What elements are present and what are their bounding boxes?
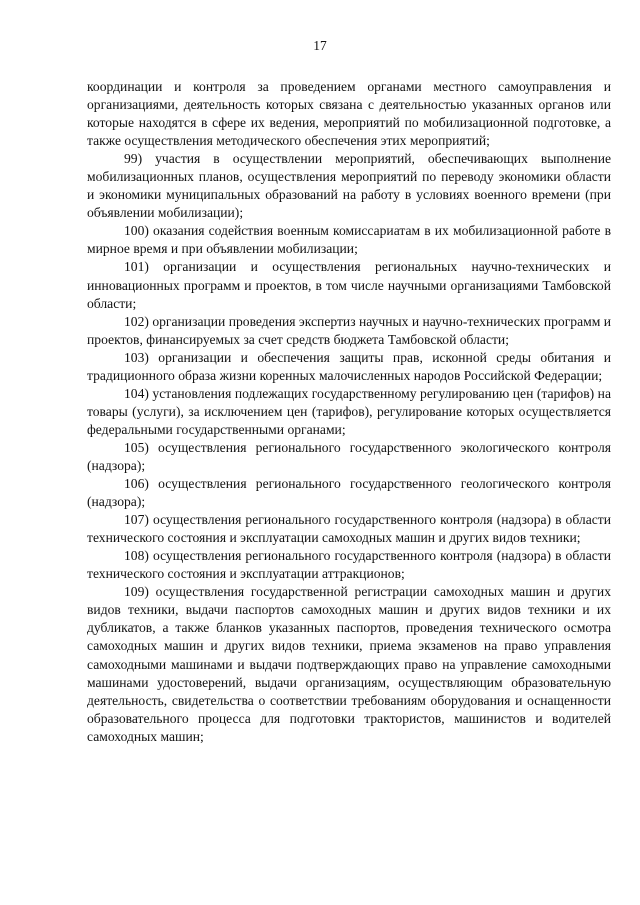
paragraph-item-102: 102) организации проведения экспертиз научных и научно-технических программ и проектов, финансируемых за счет средств бюджета Тамбовской области; xyxy=(87,313,611,347)
page-number: 17 xyxy=(313,38,327,53)
paragraph-continuation: координации и контроля за проведением органами местного самоуправления и организациями, деятельность которых связана с деятельностью указанных органов или которые находятся в сфере их ведения, мероприятий по мобилизационной подготовке, а также осуществления методического обеспечения этих мероприятий; xyxy=(87,79,611,149)
paragraph-item-99: 99) участия в осуществлении мероприятий, обеспечивающих выполнение мобилизационных планов, осуществления мероприятий по переводу экономики области и экономики муниципальных образований на работу в условиях военного времени (при объявлении мобилизации); xyxy=(87,151,611,221)
paragraph-item-107: 107) осуществления регионального государственного контроля (надзора) в области технического состояния и эксплуатации самоходных машин и других видов техники; xyxy=(87,512,611,546)
paragraph-item-104: 104) установления подлежащих государственному регулированию цен (тарифов) на товары (услуги), за исключением цен (тарифов), регулирование которых осуществляется федеральными государственными органами; xyxy=(87,385,611,437)
paragraph-item-109: 109) осуществления государственной регистрации самоходных машин и других видов техники, выдачи паспортов самоходных машин и других видов техники и их дубликатов, а также бланков указанных паспортов, проведения технического осмотра самоходных машин и других видов техники, приема экзаменов на право управления самоходными машинами и выдачи подтверждающих право на управление самоходными машинами удостоверений, выдачи организациям, осуществляющим образовательную деятельность, свидетельства о соответствии требованиям оборудования и оснащенности образовательного процесса для подготовки трактористов, машинистов и водителей самоходных машин; xyxy=(87,584,611,744)
paragraph-item-101: 101) организации и осуществления региональных научно-технических и инновационных программ и проектов, в том числе научными организациями Тамбовской области; xyxy=(87,259,611,311)
paragraph-item-105: 105) осуществления регионального государственного экологического контроля (надзора); xyxy=(87,439,611,473)
paragraph-item-108: 108) осуществления регионального государственного контроля (надзора) в области технического состояния и эксплуатации аттракционов; xyxy=(87,548,611,582)
paragraph-item-103: 103) организации и обеспечения защиты прав, исконной среды обитания и традиционного образа жизни коренных малочисленных народов Российской Федерации; xyxy=(87,349,611,383)
paragraph-item-100: 100) оказания содействия военным комиссариатам в их мобилизационной работе в мирное время и при объявлении мобилизации; xyxy=(87,223,611,257)
document-body xyxy=(87,78,611,746)
paragraph-item-106: 106) осуществления регионального государственного геологического контроля (надзора); xyxy=(87,476,611,510)
